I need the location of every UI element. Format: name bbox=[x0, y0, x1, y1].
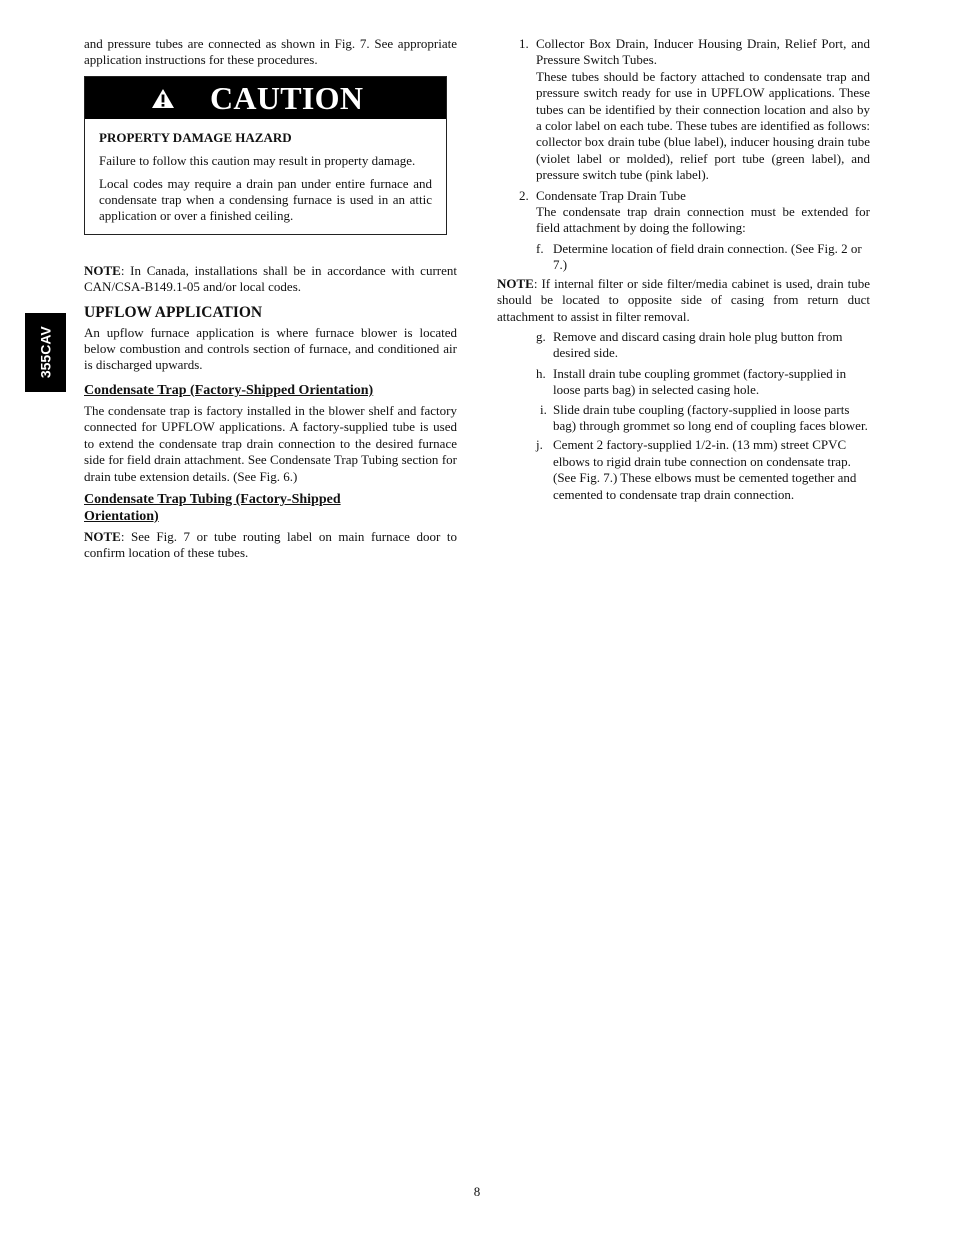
trap-orientation-heading: Condensate Trap (Factory-Shipped Orientation) bbox=[84, 382, 374, 398]
list-marker: 1. bbox=[519, 36, 529, 51]
list-item-text: Install drain tube coupling grommet (factory-supplied in loose parts bag) in selected casing hole. bbox=[553, 365, 847, 398]
list-marker: g. bbox=[536, 328, 546, 344]
model-side-tab bbox=[25, 313, 66, 392]
list-item-text: The condensate trap drain connection must be extended for field attachment by doing the following: bbox=[536, 204, 870, 236]
upflow-heading: UPFLOW APPLICATION bbox=[84, 303, 263, 321]
note-text: : See Fig. 7 or tube routing label on main furnace door to confirm location of these tubes. bbox=[84, 528, 457, 561]
intro-paragraph: and pressure tubes are connected as shown in Fig. 7. See appropriate application instructions for these procedures. bbox=[84, 36, 457, 68]
list-item bbox=[497, 36, 870, 184]
caution-title: CAUTION bbox=[210, 79, 364, 116]
model-side-tab-label: 355CAV bbox=[37, 326, 54, 379]
list-item-title: Condensate Trap Drain Tube bbox=[536, 187, 686, 203]
trap-tubing-heading: Condensate Trap Tubing (Factory-Shipped Orientation) bbox=[84, 491, 341, 524]
list-marker: j. bbox=[536, 437, 543, 453]
caution-box bbox=[84, 76, 447, 235]
list-item-text: Remove and discard casing drain hole plug button from desired side. bbox=[553, 328, 843, 361]
note-text: : In Canada, installations shall be in accordance with current CAN/CSA-B149.1-05 and/or local codes. bbox=[84, 262, 457, 295]
list-item-text: Slide drain tube coupling (factory-supplied in loose parts bag) through grommet so long end of coupling faces blower. bbox=[553, 401, 868, 433]
list-item bbox=[497, 402, 870, 435]
list-item-title: Collector Box Drain, Inducer Housing Drain, Relief Port, and Pressure Switch Tubes. bbox=[536, 36, 870, 68]
list-item-text: These tubes should be factory attached to condensate trap and pressure switch ready for use in UPFLOW applications. These tubes can be identified by their connection location and also by a color label on each tube. These tubes are identified as follows: collector box drain tube (blue label), inducer housing drain tube (violet label or molded), relief port tube (green label), and pressure switch tube (pink label). bbox=[536, 68, 870, 183]
list-marker: h. bbox=[536, 365, 546, 381]
list-item bbox=[497, 241, 870, 274]
list-item-text: Cement 2 factory-supplied 1/2-in. (13 mm) street CPVC elbows to rigid drain tube connection on condensate trap. (See Fig. 7.) These elbows must be cemented together and cemented to condensate trap drain connection. bbox=[553, 437, 857, 502]
upflow-paragraph: An upflow furnace application is where furnace blower is located below combustion and controls section of furnace, and conditioned air is discharged upwards. bbox=[84, 324, 457, 373]
trap-orientation-paragraph: The condensate trap is factory installed in the blower shelf and factory connected for UPFLOW applications. A factory-supplied tube is used to extend the condensate trap drain connection to the desired furnace side for field drain attachment. See Condensate Trap Tubing section for drain tube extension details. (See Fig. 6.) bbox=[84, 402, 457, 484]
caution-paragraph-1: Failure to follow this caution may result in property damage. bbox=[99, 153, 416, 169]
caution-paragraph-2: Local codes may require a drain pan under entire furnace and condensate trap when a condensing furnace is used in an attic application or over a finished ceiling. bbox=[99, 175, 432, 224]
filter-note bbox=[497, 276, 870, 325]
note-text: : If internal filter or side filter/media cabinet is used, drain tube should be located to opposite side of casing from return duct attachment to assist in filter removal. bbox=[497, 275, 870, 324]
list-marker: 2. bbox=[519, 187, 529, 203]
note-label: NOTE bbox=[84, 262, 121, 278]
list-item-text: Determine location of field drain connection. (See Fig. 2 or 7.) bbox=[553, 240, 862, 273]
list-item bbox=[497, 366, 870, 399]
list-marker: f. bbox=[536, 240, 544, 256]
note-label: NOTE bbox=[497, 275, 534, 291]
list-item bbox=[497, 329, 870, 362]
page-number: 8 bbox=[473, 1184, 481, 1199]
note-label: NOTE bbox=[84, 528, 121, 544]
hazard-title: PROPERTY DAMAGE HAZARD bbox=[99, 129, 292, 145]
list-item bbox=[497, 188, 870, 237]
caution-header bbox=[85, 77, 446, 119]
canada-note bbox=[84, 263, 457, 296]
caution-body bbox=[85, 119, 446, 234]
left-column bbox=[84, 36, 457, 562]
warning-triangle-icon bbox=[151, 88, 175, 109]
list-marker: i. bbox=[540, 401, 547, 417]
right-column bbox=[497, 36, 870, 503]
list-item bbox=[497, 437, 870, 503]
tubing-note bbox=[84, 529, 457, 562]
